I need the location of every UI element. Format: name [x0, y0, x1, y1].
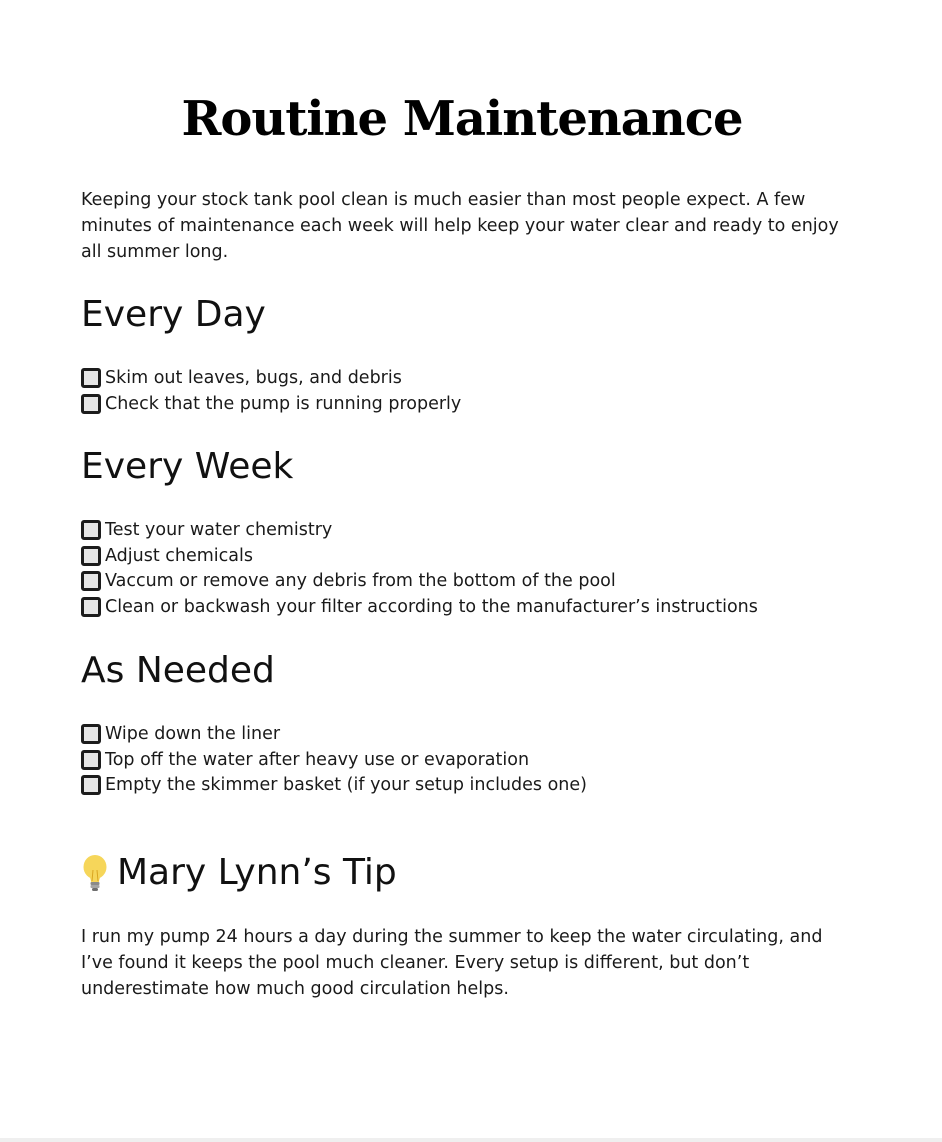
checkbox-icon[interactable]	[81, 724, 101, 744]
checkbox-icon[interactable]	[81, 775, 101, 795]
checklist-item-label: Skim out leaves, bugs, and debris	[105, 367, 402, 388]
checklist-item	[81, 721, 861, 747]
page-bottom-edge	[0, 1138, 942, 1142]
checklist-item	[81, 568, 861, 594]
checklist-item	[81, 747, 861, 773]
checklist-item	[81, 543, 861, 569]
checkbox-icon[interactable]	[81, 571, 101, 591]
tip-heading-label: Mary Lynn’s Tip	[117, 852, 397, 893]
tip-heading	[81, 851, 397, 895]
checklist-every-day	[81, 365, 861, 416]
checklist-item-label: Top off the water after heavy use or evaporation	[105, 749, 530, 770]
section-heading-every-day: Every Day	[81, 294, 266, 335]
checklist-item	[81, 517, 861, 543]
intro-paragraph: Keeping your stock tank pool clean is much easier than most people expect. A few minutes of maintenance each week will help keep your water clear and ready to enjoy all summer long.	[81, 190, 839, 262]
checklist-item-label: Vaccum or remove any debris from the bottom of the pool	[105, 571, 616, 592]
section-heading-every-week: Every Week	[81, 446, 294, 487]
checkbox-icon[interactable]	[81, 597, 101, 617]
checkbox-icon[interactable]	[81, 368, 101, 388]
checkbox-icon[interactable]	[81, 520, 101, 540]
checklist-item-label: Wipe down the liner	[105, 723, 281, 744]
checklist-item-label: Adjust chemicals	[105, 545, 253, 566]
checkbox-icon[interactable]	[81, 546, 101, 566]
checklist-item-label: Check that the pump is running properly	[105, 393, 462, 414]
checklist-item-label: Test your water chemistry	[105, 519, 333, 540]
tip-paragraph: I run my pump 24 hours a day during the summer to keep the water circulating, and I’ve found it keeps the pool much cleaner. Every setup is different, but don’t underestimate how much good circulation helps.	[81, 927, 823, 999]
checklist-every-week	[81, 517, 861, 620]
checklist-as-needed	[81, 721, 861, 798]
checklist-item	[81, 365, 861, 391]
checkbox-icon[interactable]	[81, 394, 101, 414]
lightbulb-icon	[81, 854, 109, 892]
checklist-item	[81, 594, 861, 620]
checklist-item	[81, 391, 861, 417]
checkbox-icon[interactable]	[81, 750, 101, 770]
section-heading-as-needed: As Needed	[81, 650, 275, 691]
checklist-item	[81, 772, 861, 798]
checklist-item-label: Empty the skimmer basket (if your setup includes one)	[105, 775, 587, 796]
checklist-item-label: Clean or backwash your filter according to the manufacturer’s instructions	[105, 596, 758, 617]
page-title: Routine Maintenance	[181, 91, 743, 147]
